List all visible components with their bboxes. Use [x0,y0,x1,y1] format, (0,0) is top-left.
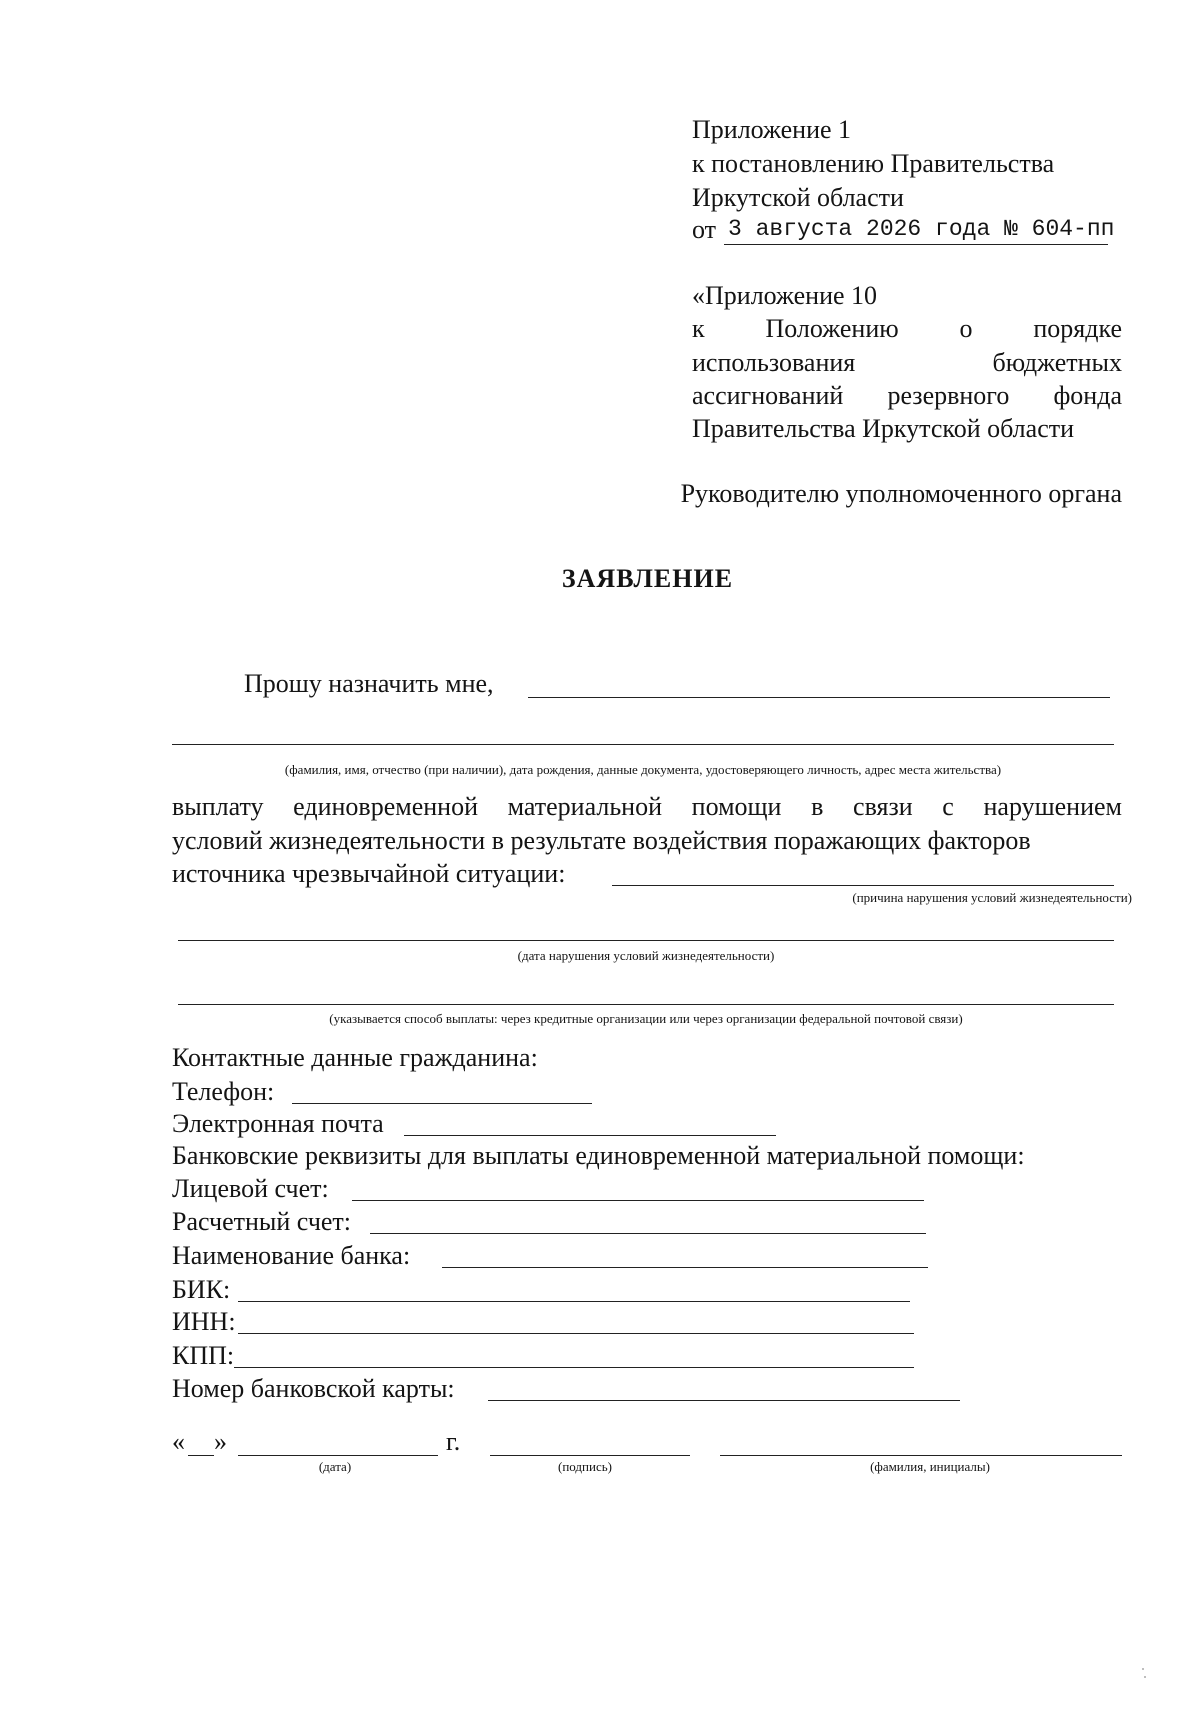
word: с [942,792,954,821]
appendix1-line2: к постановлению Правительства [692,149,1055,178]
caption-person: (фамилия, имя, отчество (при наличии), дата рождения, данные документа, удостоверяющего личность, адрес места жительства) [284,762,1002,777]
appendix1-line1: Приложение 1 [692,115,852,144]
word: связи [853,792,913,821]
word: единовременной [293,792,478,821]
email-field[interactable] [404,1135,776,1136]
word: в [811,792,824,821]
appendix10-line4 [692,380,1122,412]
personal-account-field[interactable] [352,1200,924,1201]
payment-method-line[interactable] [178,1004,1114,1005]
word: о [959,314,973,343]
date-underline [724,244,1108,245]
scan-speck [1144,1676,1146,1678]
bank-name-field[interactable] [442,1267,928,1268]
settlement-account-label: Расчетный счет: [172,1207,352,1236]
reason-line[interactable] [612,885,1114,886]
caption-signature: (подпись) [558,1459,612,1474]
caption-method: (указывается способ выплаты: через кредитные организации или через организации федеральной почтовой связи) [329,1011,963,1026]
scan-speck [1142,1668,1144,1670]
kpp-field[interactable] [234,1367,914,1368]
bank-heading: Банковские реквизиты для выплаты единовременной материальной помощи: [172,1141,1025,1170]
caption-date-small: (дата) [318,1459,352,1474]
caption-date: (дата нарушения условий жизнедеятельности) [517,948,775,963]
word: использования [692,348,856,377]
caption-full-name: (фамилия, инициалы) [870,1459,990,1474]
appendix1-line3: Иркутской области [692,183,904,212]
word: материальной [507,792,663,821]
word: фонда [1053,381,1122,410]
appendix1-date-prefix: от [692,215,717,244]
word: порядке [1033,314,1122,343]
inn-label: ИНН: [172,1307,236,1336]
person-line[interactable] [172,744,1114,745]
card-number-field[interactable] [488,1400,960,1401]
caption-reason: (причина нарушения условий жизнедеятельности) [852,890,1132,905]
word: Положению [765,314,899,343]
full-name-field[interactable] [720,1455,1122,1456]
phone-field[interactable] [292,1103,592,1104]
email-label: Электронная почта [172,1109,384,1138]
bik-label: БИК: [172,1275,231,1304]
appendix10-line1: «Приложение 10 [692,281,878,310]
phone-label: Телефон: [172,1077,275,1106]
word: к [692,314,705,343]
inn-field[interactable] [238,1333,914,1334]
bank-name-label: Наименование банка: [172,1241,411,1270]
request-prefix: Прошу назначить мне, [244,669,494,698]
paragraph-line2: условий жизнедеятельности в результате воздействия поражающих факторов [172,826,1031,855]
quote-open: « [172,1427,185,1456]
word: выплату [172,792,264,821]
day-field[interactable] [188,1455,214,1456]
request-line[interactable] [528,697,1110,698]
bik-field[interactable] [238,1301,910,1302]
appendix10-line5: Правительства Иркутской области [692,414,1075,443]
page-title: ЗАЯВЛЕНИЕ [561,564,734,593]
signature-field[interactable] [490,1455,690,1456]
word: помощи [691,792,782,821]
month-field[interactable] [238,1455,438,1456]
year-suffix: г. [446,1427,461,1456]
word: резервного [887,381,1010,410]
paragraph-line3: источника чрезвычайной ситуации: [172,859,566,888]
settlement-account-field[interactable] [370,1233,926,1234]
appendix10-line2 [692,313,1122,345]
contacts-heading: Контактные данные гражданина: [172,1043,538,1072]
addressee: Руководителю уполномоченного органа [680,479,1122,508]
word: бюджетных [992,348,1122,377]
quote-close: » [214,1427,227,1456]
date-of-violation-line[interactable] [178,940,1114,941]
word: нарушением [983,792,1122,821]
kpp-label: КПП: [172,1341,235,1370]
card-number-label: Номер банковской карты: [172,1374,455,1403]
paragraph-line1 [172,791,1122,823]
appendix1-date-value: 3 августа 2026 года № 604-пп [728,216,1115,242]
appendix10-line3 [692,347,1122,379]
personal-account-label: Лицевой счет: [172,1174,329,1203]
word: ассигнований [692,381,844,410]
